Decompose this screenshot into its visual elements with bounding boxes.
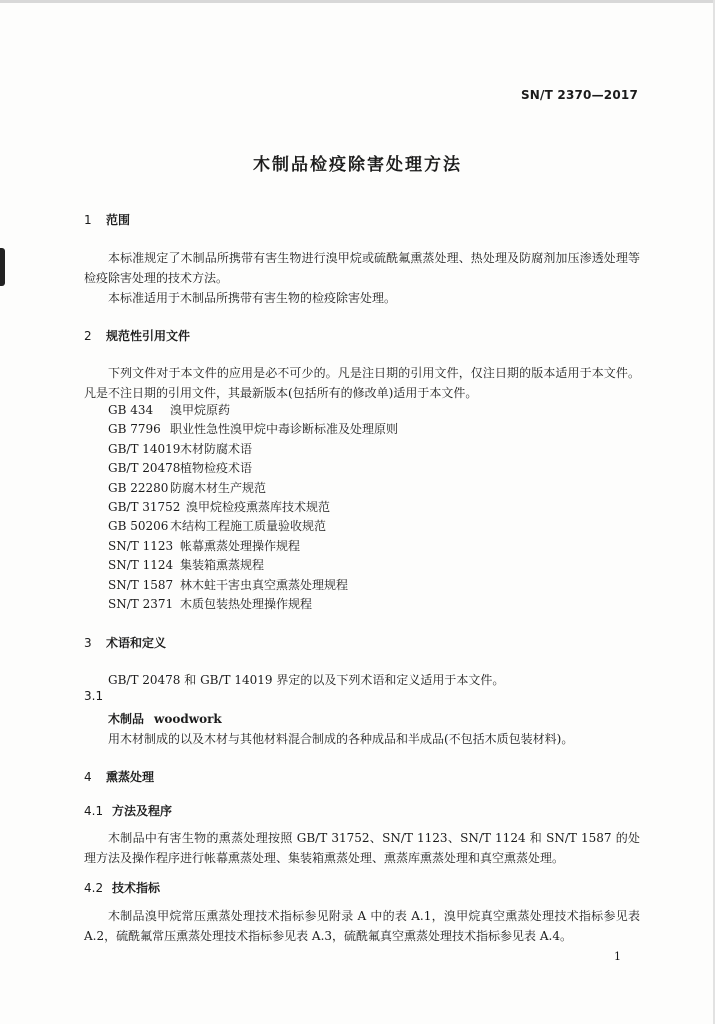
- section-4-2-number: 4.2: [84, 881, 104, 895]
- reference-code: GB/T 14019: [108, 441, 181, 456]
- reference-item: [108, 517, 398, 536]
- reference-title: 集装箱熏蒸规程: [180, 558, 265, 573]
- reference-code: SN/T 2371: [108, 597, 174, 612]
- reference-title: 木结构工程施工质量验收规范: [170, 519, 327, 534]
- section-4-title: 熏蒸处理: [106, 770, 155, 784]
- section-2-title: 规范性引用文件: [106, 329, 191, 343]
- term-zh: 木制品: [108, 712, 145, 726]
- reference-item: [108, 595, 398, 614]
- reference-title: 溴甲烷原药: [170, 403, 231, 417]
- scope-paragraph-1: 本标准规定了木制品所携带有害生物进行溴甲烷或硫酰氟熏蒸处理、热处理及防腐剂加压渗透处理等检疫除害处理的技术方法。: [84, 251, 640, 285]
- scan-edge-top: [0, 0, 715, 3]
- section-4-1-number: 4.1: [84, 804, 104, 818]
- binding-mark: [0, 248, 5, 286]
- section-4-2-text: 木制品溴甲烷常压熏蒸处理技术指标参见附录 A 中的表 A.1，溴甲烷真空熏蒸处理技术指标参见表 A.2，硫酰氟常压熏蒸处理技术指标参见表 A.3，硫酰氟真空熏蒸处理技术指标参见表 A.4。: [84, 909, 640, 943]
- reference-title: 防腐木材生产规范: [170, 480, 267, 495]
- reference-list: [108, 401, 398, 614]
- reference-item: [108, 556, 398, 575]
- section-1-number: 1: [84, 213, 92, 227]
- reference-code: SN/T 1587: [108, 577, 174, 592]
- section-4-number: 4: [84, 770, 92, 784]
- section-4-2-title: 技术指标: [112, 881, 161, 895]
- standard-code: SN/T 2370—2017: [520, 88, 638, 102]
- reference-title: 帐幕熏蒸处理操作规程: [180, 538, 301, 553]
- document-title: 木制品检疫除害处理方法: [253, 155, 462, 175]
- section-4-1-text: 木制品中有害生物的熏蒸处理按照 GB/T 31752、SN/T 1123、SN/T 1124 和 SN/T 1587 的处理方法及操作程序进行帐幕熏蒸处理、集装箱熏蒸处理、熏蒸库熏蒸处理和真空熏蒸处理。: [84, 831, 640, 865]
- reference-item: [108, 420, 398, 439]
- section-3-heading: [84, 634, 166, 651]
- reference-item: [108, 401, 398, 420]
- terms-intro: GB/T 20478 和 GB/T 14019 界定的以及下列术语和定义适用于本文件。: [108, 673, 505, 687]
- section-4-1-heading: [84, 802, 172, 819]
- reference-code: SN/T 1123: [108, 538, 174, 553]
- reference-item: [108, 537, 398, 556]
- section-2-heading: [84, 327, 190, 344]
- section-4-2-heading: [84, 879, 160, 896]
- reference-code: SN/T 1124: [108, 558, 174, 573]
- scope-paragraph-2: 本标准适用于木制品所携带有害生物的检疫除害处理。: [108, 291, 397, 305]
- reference-code: GB 434: [108, 403, 154, 417]
- reference-title: 职业性急性溴甲烷中毒诊断标准及处理原则: [170, 422, 399, 437]
- reference-code: GB 7796: [108, 422, 161, 437]
- reference-title: 木质包装热处理操作规程: [180, 597, 313, 612]
- reference-item: [108, 498, 398, 517]
- section-3-title: 术语和定义: [106, 636, 167, 650]
- reference-code: GB/T 31752: [108, 500, 181, 515]
- term-number: 3.1: [84, 689, 104, 703]
- section-4-heading: [84, 768, 154, 785]
- page-number: 1: [614, 950, 621, 963]
- reference-title: 植物检疫术语: [180, 461, 253, 476]
- reference-code: GB/T 20478: [108, 461, 181, 476]
- normative-intro: 下列文件对于本文件的应用是必不可少的。凡是注日期的引用文件，仅注日期的版本适用于本文件。凡是不注日期的引用文件，其最新版本(包括所有的修改单)适用于本文件。: [84, 366, 640, 400]
- reference-item: [108, 576, 398, 595]
- reference-code: GB 50206: [108, 519, 169, 534]
- section-1-title: 范围: [106, 213, 131, 227]
- term-en: woodwork: [154, 712, 222, 726]
- reference-title: 溴甲烷检疫熏蒸库技术规范: [186, 500, 331, 515]
- reference-item: [108, 459, 398, 478]
- section-3-number: 3: [84, 636, 92, 650]
- term-definition: 用木材制成的以及木材与其他材料混合制成的各种成品和半成品(不包括木质包装材料)。: [108, 732, 574, 746]
- section-1-heading: [84, 211, 130, 228]
- term-name: [108, 710, 222, 727]
- reference-item: [108, 479, 398, 498]
- reference-title: 木材防腐术语: [180, 441, 253, 456]
- reference-item: [108, 440, 398, 459]
- reference-title: 林木蛀干害虫真空熏蒸处理规程: [180, 577, 349, 592]
- section-2-number: 2: [84, 329, 92, 343]
- reference-code: GB 22280: [108, 480, 169, 495]
- section-4-1-title: 方法及程序: [112, 804, 173, 818]
